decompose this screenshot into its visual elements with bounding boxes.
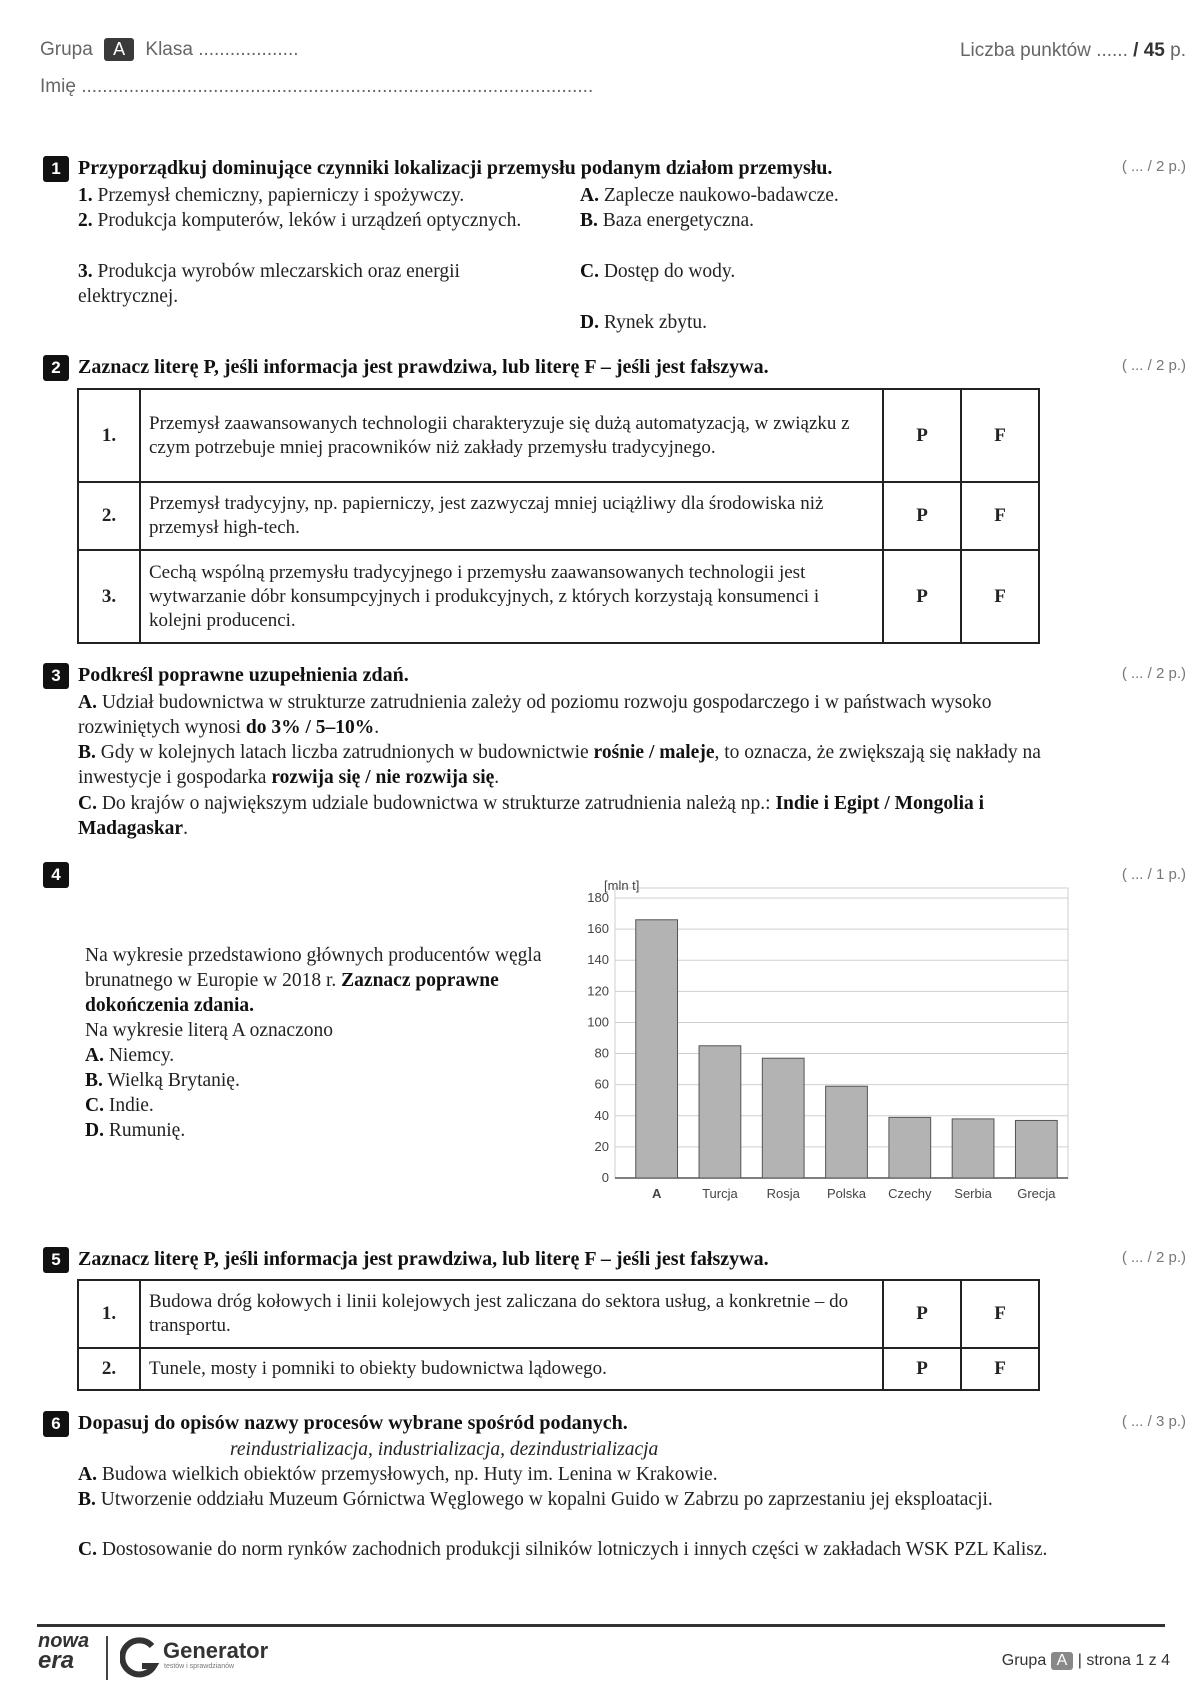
- q4-number-badge: 4: [43, 862, 69, 888]
- table-row: [78, 1280, 1039, 1348]
- q4-option-key: A.: [85, 1045, 104, 1066]
- q1-right-item-d: [580, 310, 707, 335]
- q1-left-key-3: 3.: [78, 261, 93, 282]
- chart-y-tick-label: 40: [594, 1107, 609, 1123]
- q3-end-b: .: [494, 767, 500, 788]
- q5-false-option[interactable]: F: [961, 1280, 1039, 1348]
- q3-text-b2: , to oznacza, że zwiększają się nakłady na inwestycje i gospodarka: [78, 742, 1041, 788]
- footer-group-label: Grupa: [1001, 1652, 1047, 1669]
- generator-logo-text: Generator: [163, 1638, 269, 1663]
- q1-right-text-c: Dostęp do wody.: [603, 261, 736, 282]
- q1-right-item-c: [580, 259, 735, 284]
- chart-bar: [952, 1119, 994, 1178]
- table-row: [78, 550, 1039, 643]
- q2-true-option[interactable]: P: [883, 482, 961, 550]
- chart-y-tick-label: 0: [601, 1170, 609, 1185]
- q3-choice-b2[interactable]: rozwija się / nie rozwija się: [271, 767, 495, 788]
- q6-points: ( ... / 3 p.): [1121, 1413, 1186, 1430]
- name-field[interactable]: .................................................................................................: [81, 76, 594, 97]
- q4-option-d[interactable]: [85, 1120, 185, 1141]
- chart-y-tick-label: 120: [587, 983, 609, 999]
- chart-x-tick-label: Czechy: [888, 1186, 932, 1201]
- footer-page-label: | strona 1 z 4: [1077, 1652, 1170, 1669]
- q1-left-item-3: [78, 259, 538, 309]
- q2-false-option[interactable]: F: [961, 482, 1039, 550]
- q2-row-text: Przemysł zaawansowanych technologii charakteryzuje się dużą automatyzacją, w związku z czym potrzebuje mniej pracowników niż zakłady przemysłu tradycyjnego.: [140, 389, 883, 482]
- chart-bar: [1015, 1120, 1057, 1178]
- q5-title: Zaznacz literę P, jeśli informacja jest prawdziwa, lub literę F – jeśli jest fałszywa.: [78, 1248, 769, 1270]
- chart-bar: [762, 1058, 804, 1178]
- q4-intro: Na wykresie przedstawiono głównych producentów węgla brunatnego w Europie w 2018 r.: [85, 945, 542, 991]
- chart-y-tick-label: 20: [594, 1138, 609, 1154]
- generator-logo-icon: [120, 1636, 160, 1680]
- q4-instruction: Zaznacz poprawne dokończenia zdania.: [85, 970, 499, 1016]
- q1-points: ( ... / 2 p.): [1121, 158, 1186, 175]
- q3-number-badge: 3: [43, 663, 69, 689]
- q1-left-text-3: Produkcja wyrobów mleczarskich oraz energii elektrycznej.: [78, 261, 460, 307]
- q4-option-text: Wielką Brytanię.: [107, 1070, 240, 1091]
- q1-right-text-d: Rynek zbytu.: [603, 312, 708, 333]
- q1-left-item-2: [78, 208, 538, 233]
- footer-divider: [37, 1624, 1165, 1627]
- q2-title: Zaznacz literę P, jeśli informacja jest prawdziwa, lub literę F – jeśli jest fałszywa.: [78, 356, 769, 378]
- q3-text-a: Udział budownictwa w strukturze zatrudnienia zależy od poziomu rozwoju gospodarczego i w państwach wysoko rozwiniętych wynosi: [78, 692, 992, 738]
- q5-true-option[interactable]: P: [883, 1280, 961, 1348]
- q3-sentence-a: [78, 690, 1068, 740]
- q4-option-key: C.: [85, 1095, 104, 1116]
- logo-separator: [106, 1636, 108, 1680]
- chart-x-tick-label: Turcja: [702, 1186, 738, 1201]
- table-row: [78, 389, 1039, 482]
- q1-left-key-1: 1.: [78, 185, 93, 206]
- chart-x-tick-label: Serbia: [954, 1186, 992, 1201]
- q2-row-text: Przemysł tradycyjny, np. papierniczy, jest zazwyczaj mniej uciążliwy dla środowiska niż przemysł high-tech.: [140, 482, 883, 550]
- q2-points: ( ... / 2 p.): [1121, 357, 1186, 374]
- q1-left-item-1: [78, 183, 538, 208]
- q1-right-key-c: C.: [580, 261, 599, 282]
- q6-key-a: A.: [78, 1464, 97, 1485]
- coal-production-chart: [560, 870, 1080, 1215]
- q6-key-c: C.: [78, 1539, 97, 1560]
- q5-points: ( ... / 2 p.): [1121, 1249, 1186, 1266]
- logo-nowa: nowa: [38, 1630, 90, 1652]
- q6-text-b: Utworzenie oddziału Muzeum Górnictwa Węglowego w kopalni Guido w Zabrzu po zaprzestaniu jej eksploatacji.: [100, 1489, 993, 1510]
- group-label: Grupa: [40, 39, 93, 60]
- q4-option-c[interactable]: [85, 1095, 154, 1116]
- q4-option-text: Niemcy.: [108, 1045, 175, 1066]
- q6-number-badge: 6: [43, 1411, 69, 1437]
- table-row: [78, 482, 1039, 550]
- table-row: [78, 1348, 1039, 1390]
- q3-sentence-b: [78, 740, 1068, 790]
- q1-number-badge: 1: [43, 156, 69, 182]
- q3-text-c: Do krajów o największym udziale budownictwa w strukturze zatrudnienia należą np.:: [101, 793, 771, 814]
- header-name-row: [40, 76, 593, 98]
- q5-number-badge: 5: [43, 1247, 69, 1273]
- chart-bars: [636, 920, 1057, 1178]
- q5-table: [77, 1279, 1040, 1391]
- q2-row-number: 1.: [78, 389, 140, 482]
- q3-text-b1: Gdy w kolejnych latach liczba zatrudnionych w budownictwie: [100, 742, 589, 763]
- chart-bar: [889, 1117, 931, 1178]
- chart-y-tick-label: 180: [587, 890, 609, 905]
- points-field[interactable]: ......: [1096, 40, 1128, 61]
- name-label: Imię: [40, 76, 76, 97]
- q2-false-option[interactable]: F: [961, 389, 1039, 482]
- class-label: Klasa: [145, 39, 193, 60]
- q5-true-option[interactable]: P: [883, 1348, 961, 1390]
- q4-option-text: Rumunię.: [108, 1120, 186, 1141]
- chart-y-tick-label: 140: [587, 952, 609, 968]
- q6-key-b: B.: [78, 1489, 96, 1510]
- header-group-row: [40, 38, 299, 61]
- header-points: [960, 40, 1186, 62]
- q1-left-key-2: 2.: [78, 210, 93, 231]
- chart-bar: [699, 1046, 741, 1178]
- q1-right-key-d: D.: [580, 312, 599, 333]
- chart-bar: [826, 1086, 868, 1178]
- q1-right-key-b: B.: [580, 210, 598, 231]
- q2-false-option[interactable]: F: [961, 550, 1039, 643]
- q3-key-b: B.: [78, 742, 96, 763]
- points-label: Liczba punktów: [959, 40, 1091, 61]
- q2-table: [77, 388, 1040, 644]
- q4-option-key: D.: [85, 1120, 104, 1141]
- chart-y-tick-label: 60: [594, 1076, 609, 1092]
- q1-right-item-a: [580, 183, 839, 208]
- q1-left-text-1: Przemysł chemiczny, papierniczy i spożywczy.: [97, 185, 465, 206]
- nowa-era-logo: [38, 1632, 98, 1680]
- q2-row-number: 3.: [78, 550, 140, 643]
- q4-option-b[interactable]: [85, 1070, 240, 1091]
- q3-choice-b1[interactable]: rośnie / maleje: [593, 742, 715, 763]
- q6-text-c: Dostosowanie do norm rynków zachodnich produkcji silników lotniczych i innych części w zakładach WSK PZL Kalisz.: [101, 1539, 1048, 1560]
- q1-title: Przyporządkuj dominujące czynniki lokalizacji przemysłu podanym działom przemysłu.: [78, 157, 833, 179]
- chart-y-tick-label: 80: [594, 1045, 609, 1061]
- q3-key-a: A.: [78, 692, 97, 713]
- q1-right-key-a: A.: [580, 185, 599, 206]
- points-max: / 45: [1133, 40, 1165, 61]
- q6-text-a: Budowa wielkich obiektów przemysłowych, np. Huty im. Lenina w Krakowie.: [101, 1464, 718, 1485]
- q3-points: ( ... / 2 p.): [1121, 665, 1186, 682]
- q2-row-number: 2.: [78, 482, 140, 550]
- q6-title: Dopasuj do opisów nazwy procesów wybrane spośród podanych.: [78, 1412, 628, 1434]
- q4-text-block: [85, 943, 555, 1143]
- q1-right-text-b: Baza energetyczna.: [602, 210, 754, 231]
- chart-bar: [636, 920, 678, 1178]
- footer-page-info: [1002, 1652, 1170, 1670]
- q5-row-number: 2.: [78, 1348, 140, 1390]
- q2-row-text: Cechą wspólną przemysłu tradycyjnego i przemysłu zaawansowanych technologii jest wytwarzanie dóbr konsumpcyjnych i produkcyjnych, z których korzystają konsumenci i kolejni producenci.: [140, 550, 883, 643]
- q3-title: Podkreśl poprawne uzupełnienia zdań.: [78, 664, 409, 686]
- footer-group-badge: A: [1051, 1652, 1074, 1670]
- q3-key-c: C.: [78, 793, 97, 814]
- class-field[interactable]: ...................: [198, 39, 299, 60]
- q3-end-a: .: [374, 717, 380, 738]
- group-badge: A: [104, 38, 134, 61]
- q1-left-text-2: Produkcja komputerów, leków i urządzeń optycznych.: [97, 210, 522, 231]
- chart-y-tick-label: 160: [587, 921, 609, 937]
- q4-option-key: B.: [85, 1070, 103, 1091]
- q1-right-text-a: Zaplecze naukowo-badawcze.: [603, 185, 839, 206]
- q6-item-c: [78, 1537, 1068, 1562]
- q4-points: ( ... / 1 p.): [1121, 866, 1186, 883]
- q6-term-list: reindustrializacja, industrializacja, dezindustrializacja: [230, 1439, 659, 1460]
- q5-row-text: Tunele, mosty i pomniki to obiekty budownictwa lądowego.: [140, 1348, 883, 1390]
- chart-y-tick-label: 100: [587, 1014, 609, 1030]
- logo-era: era: [38, 1647, 75, 1674]
- chart-y-axis-label: [mln t]: [604, 878, 640, 893]
- chart-x-tick-label: Polska: [826, 1186, 867, 1201]
- q6-item-a: [78, 1462, 1068, 1487]
- q2-number-badge: 2: [43, 355, 69, 381]
- q4-option-text: Indie.: [108, 1095, 154, 1116]
- q3-choice-c[interactable]: Indie i Egipt / Mongolia i Madagaskar: [78, 793, 985, 839]
- q4-stem: Na wykresie literą A oznaczono: [85, 1020, 333, 1041]
- q5-row-number: 1.: [78, 1280, 140, 1348]
- q3-end-c: .: [183, 818, 188, 839]
- q5-false-option[interactable]: F: [961, 1348, 1039, 1390]
- q3-sentence-c: [78, 791, 1068, 841]
- q2-true-option[interactable]: P: [883, 550, 961, 643]
- q6-item-b: [78, 1487, 1068, 1512]
- q5-row-text: Budowa dróg kołowych i linii kolejowych jest zaliczana do sektora usług, a konkretnie – do transportu.: [140, 1280, 883, 1348]
- q2-true-option[interactable]: P: [883, 389, 961, 482]
- points-unit: p.: [1170, 40, 1186, 61]
- chart-x-tick-label: Rosja: [766, 1186, 800, 1201]
- chart-x-tick-label: A: [651, 1186, 662, 1201]
- chart-x-tick-label: Grecja: [1017, 1186, 1056, 1201]
- generator-logo-subtext: testów i sprawdzianów: [164, 1663, 235, 1670]
- q3-choice-a[interactable]: do 3% / 5–10%: [245, 717, 375, 738]
- q4-option-a[interactable]: [85, 1045, 174, 1066]
- q1-right-item-b: [580, 208, 754, 233]
